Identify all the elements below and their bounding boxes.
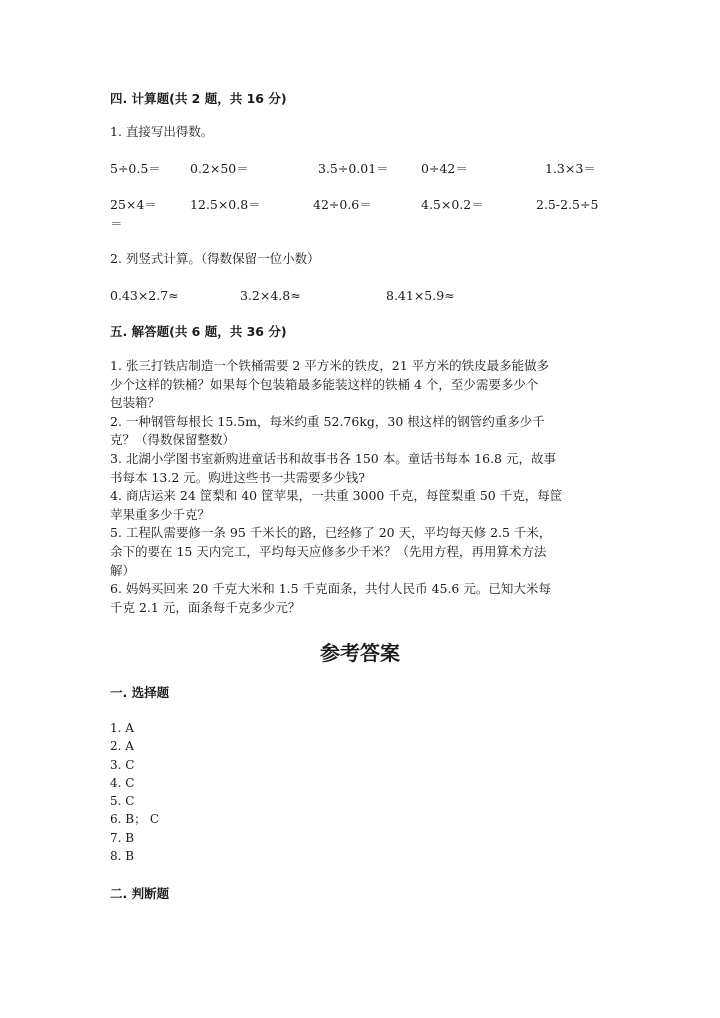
section4-heading: 四. 计算题(共 2 题，共 16 分) bbox=[110, 91, 287, 106]
problem-line: 千克 2.1 元，面条每千克多少元？ bbox=[110, 599, 301, 615]
answer-item: 8. B bbox=[110, 849, 135, 864]
calc-item: 8.41×5.9≈ bbox=[386, 288, 455, 303]
problem-line: 6. 妈妈买回来 20 千克大米和 1.5 千克面条，共付人民币 45.6 元。已知大米每 bbox=[110, 581, 551, 597]
problem-line: 2. 一种钢管每根长 15.5m，每米约重 52.76kg，30 根这样的钢管约重多少千 bbox=[110, 413, 545, 429]
calc-item: 25×4＝ bbox=[110, 197, 157, 212]
calc-item: 12.5×0.8＝ bbox=[190, 197, 261, 212]
problem-line: 4. 商店运来 24 筐梨和 40 筐苹果，一共重 3000 千克，每筐梨重 50 千克，每筐 bbox=[110, 488, 563, 504]
section5-heading: 五. 解答题(共 6 题，共 36 分) bbox=[110, 324, 287, 339]
calc-item: 1.3×3＝ bbox=[545, 161, 596, 176]
answer-title: 参考答案 bbox=[320, 641, 400, 665]
answer-item: 3. C bbox=[110, 757, 135, 772]
problem-line: 少个这样的铁桶？如果每个包装箱最多能装这样的铁桶 4 个，至少需要多少个 bbox=[110, 376, 539, 392]
q2-label: 2. 列竖式计算。（得数保留一位小数） bbox=[110, 251, 320, 266]
problem-line: 解） bbox=[110, 562, 136, 578]
calc-item: 2.5-2.5÷5 bbox=[536, 197, 599, 212]
calc-item-wrap: ＝ bbox=[110, 216, 123, 231]
problem-line: 5. 工程队需要修一条 95 千米长的路，已经修了 20 天，平均每天修 2.5 千米， bbox=[110, 525, 552, 541]
answer-item: 2. A bbox=[110, 739, 134, 754]
calc-item: 0.43×2.7≈ bbox=[110, 288, 179, 303]
answer-item: 4. C bbox=[110, 775, 135, 790]
problem-line: 苹果重多少千克？ bbox=[110, 506, 211, 522]
answer-sec1-heading: 一. 选择题 bbox=[110, 685, 170, 700]
calc-item: 42÷0.6＝ bbox=[313, 197, 372, 212]
calc-item: 5÷0.5＝ bbox=[110, 161, 161, 176]
problem-line: 余下的要在 15 天内完工，平均每天应修多少千米？（先用方程，再用算术方法 bbox=[110, 543, 547, 559]
answer-item: 5. C bbox=[110, 794, 135, 809]
problem-line: 书每本 13.2 元。购进这些书一共需要多少钱? bbox=[110, 469, 365, 485]
calc-item: 3.5÷0.01＝ bbox=[318, 161, 389, 176]
q1-label: 1. 直接写出得数。 bbox=[110, 124, 214, 139]
calc-item: 4.5×0.2＝ bbox=[421, 197, 484, 212]
problem-list bbox=[110, 357, 562, 617]
calc-item: 3.2×4.8≈ bbox=[240, 288, 301, 303]
answer-item: 6. B； C bbox=[110, 812, 160, 827]
answer-item: 1. A bbox=[110, 721, 134, 735]
answer-sec2-heading: 二. 判断题 bbox=[110, 886, 170, 901]
calc-item: 0÷42＝ bbox=[421, 161, 468, 176]
calc-item: 0.2×50＝ bbox=[190, 161, 249, 176]
problem-line: 包装箱？ bbox=[110, 395, 161, 411]
problem-line: 3. 北湖小学图书室新购进童话书和故事书各 150 本。童话书每本 16.8 元，故事 bbox=[110, 450, 556, 466]
problem-line: 1. 张三打铁店制造一个铁桶需要 2 平方米的铁皮，21 平方米的铁皮最多能做多 bbox=[110, 358, 550, 373]
answer-list bbox=[110, 719, 159, 865]
answer-item: 7. B bbox=[110, 830, 135, 845]
problem-line: 克？（得数保留整数） bbox=[110, 432, 236, 448]
